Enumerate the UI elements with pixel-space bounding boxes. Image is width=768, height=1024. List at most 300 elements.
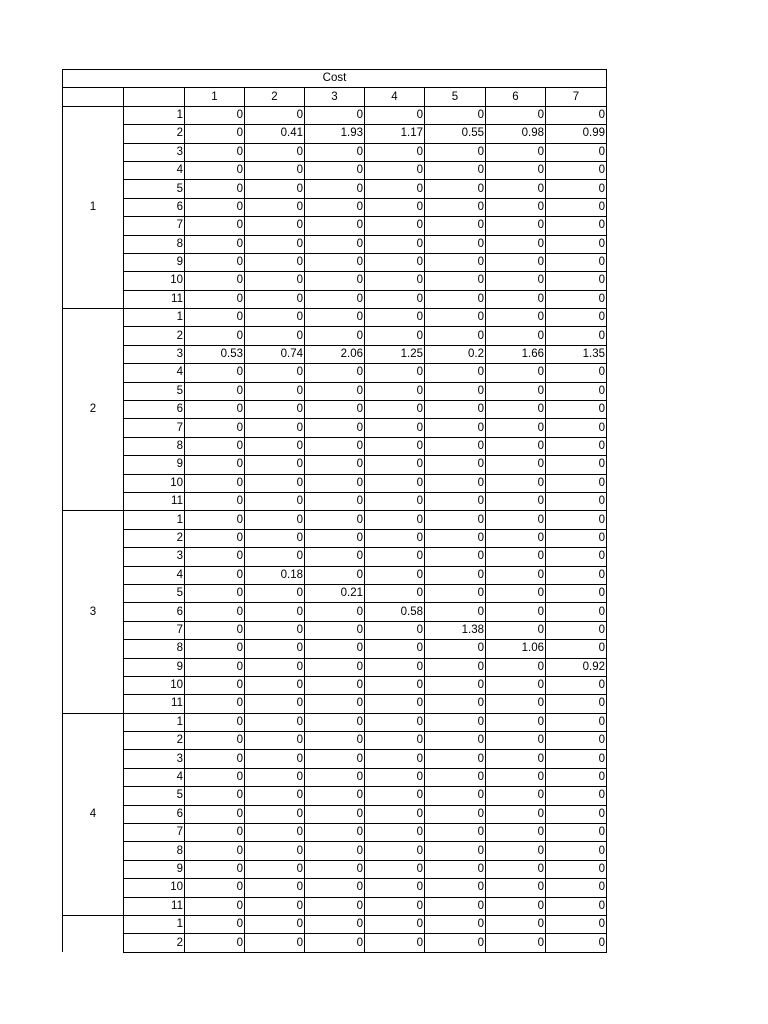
row-index: 2	[124, 529, 185, 547]
cost-cell: 0	[245, 161, 305, 179]
cost-cell: 0	[365, 621, 425, 639]
table-row	[63, 456, 607, 474]
cost-cell: 0	[425, 768, 486, 786]
cost-cell: 0.92	[546, 658, 607, 676]
cost-cell: 0	[245, 915, 305, 933]
table-row	[63, 640, 607, 658]
cost-cell: 0	[546, 456, 607, 474]
row-index: 3	[124, 143, 185, 161]
column-header: 4	[365, 88, 425, 106]
cost-cell: 0	[245, 842, 305, 860]
table-row	[63, 180, 607, 198]
cost-cell: 0	[546, 474, 607, 492]
cost-cell: 0	[425, 860, 486, 878]
cost-cell: 0	[185, 327, 245, 345]
table-row	[63, 732, 607, 750]
cost-cell: 0	[365, 640, 425, 658]
group-label: 1	[63, 106, 124, 308]
cost-cell: 0	[425, 511, 486, 529]
cost-cell: 0	[305, 897, 365, 915]
table-row	[63, 419, 607, 437]
cost-cell: 0	[486, 768, 546, 786]
cost-cell: 0	[486, 934, 546, 952]
table-row	[63, 492, 607, 510]
cost-cell: 0	[425, 897, 486, 915]
cost-cell: 0	[245, 603, 305, 621]
cost-cell: 0	[365, 548, 425, 566]
row-index: 1	[124, 309, 185, 327]
cost-cell: 1.25	[365, 345, 425, 363]
column-header: 3	[305, 88, 365, 106]
cost-cell: 0	[365, 437, 425, 455]
row-index: 1	[124, 106, 185, 124]
table-row	[63, 198, 607, 216]
cost-cell: 1.35	[546, 345, 607, 363]
cost-cell: 0	[425, 658, 486, 676]
cost-cell: 0	[486, 474, 546, 492]
cost-cell: 0	[425, 695, 486, 713]
cost-cell: 0	[245, 676, 305, 694]
row-index: 2	[124, 125, 185, 143]
cost-cell: 0	[486, 621, 546, 639]
cost-cell: 0	[365, 364, 425, 382]
row-index: 4	[124, 364, 185, 382]
cost-cell: 0	[365, 253, 425, 271]
cost-cell: 0	[365, 492, 425, 510]
row-index: 11	[124, 897, 185, 915]
cost-cell: 0	[546, 290, 607, 308]
cost-cell: 0	[245, 621, 305, 639]
cost-cell: 0	[245, 548, 305, 566]
cost-cell: 0	[185, 768, 245, 786]
cost-cell: 0	[245, 272, 305, 290]
table-row	[63, 897, 607, 915]
cost-cell: 0	[546, 640, 607, 658]
cost-cell: 0	[486, 290, 546, 308]
cost-cell: 0	[365, 676, 425, 694]
cost-cell: 0	[185, 676, 245, 694]
cost-cell: 0	[305, 879, 365, 897]
cost-cell: 0	[185, 382, 245, 400]
cost-cell: 0	[185, 401, 245, 419]
cost-cell: 0	[305, 860, 365, 878]
cost-cell: 0	[365, 511, 425, 529]
cost-cell: 0	[305, 695, 365, 713]
cost-cell: 0	[365, 842, 425, 860]
cost-cell: 0	[245, 382, 305, 400]
cost-cell: 0	[546, 805, 607, 823]
cost-cell: 0	[365, 750, 425, 768]
row-index: 10	[124, 879, 185, 897]
row-index: 1	[124, 511, 185, 529]
cost-cell: 0	[245, 327, 305, 345]
row-index: 2	[124, 732, 185, 750]
cost-cell: 0	[546, 768, 607, 786]
cost-cell: 0	[486, 566, 546, 584]
cost-cell: 0	[425, 290, 486, 308]
cost-cell: 0	[486, 732, 546, 750]
cost-cell: 0	[546, 566, 607, 584]
cost-cell: 0	[365, 915, 425, 933]
cost-cell: 0	[486, 842, 546, 860]
cost-cell: 0	[185, 621, 245, 639]
cost-cell: 0	[425, 217, 486, 235]
column-header-row	[63, 88, 607, 106]
cost-cell: 0	[546, 143, 607, 161]
cost-cell: 0	[365, 732, 425, 750]
group-label: 4	[63, 713, 124, 915]
cost-cell: 0	[486, 180, 546, 198]
cost-cell: 0	[425, 529, 486, 547]
cost-cell: 0	[185, 198, 245, 216]
cost-cell: 0	[305, 456, 365, 474]
cost-cell: 0	[425, 640, 486, 658]
row-index: 5	[124, 787, 185, 805]
cost-cell: 0	[425, 842, 486, 860]
cost-cell: 1.93	[305, 125, 365, 143]
cost-cell: 0	[365, 309, 425, 327]
cost-cell: 0	[425, 364, 486, 382]
table-row	[63, 915, 607, 933]
cost-cell: 0.21	[305, 584, 365, 602]
cost-cell: 0	[486, 879, 546, 897]
cost-cell: 0	[365, 658, 425, 676]
cost-cell: 0	[546, 548, 607, 566]
cost-cell: 0	[546, 915, 607, 933]
cost-cell: 0	[546, 198, 607, 216]
cost-cell: 0	[486, 437, 546, 455]
cost-cell: 0	[546, 713, 607, 731]
table-row	[63, 695, 607, 713]
cost-cell: 0	[185, 584, 245, 602]
cost-cell: 0	[185, 125, 245, 143]
cost-cell: 0	[185, 235, 245, 253]
cost-cell: 0	[365, 327, 425, 345]
cost-cell: 0	[365, 695, 425, 713]
table-row	[63, 364, 607, 382]
table-row	[63, 824, 607, 842]
cost-cell: 0	[486, 456, 546, 474]
cost-cell: 0	[245, 511, 305, 529]
cost-cell: 0	[245, 824, 305, 842]
cost-cell: 0	[245, 474, 305, 492]
column-header: 6	[486, 88, 546, 106]
group-label: 3	[63, 511, 124, 713]
row-index: 6	[124, 198, 185, 216]
cost-cell: 0	[486, 143, 546, 161]
cost-cell: 0	[486, 787, 546, 805]
cost-cell: 0.53	[185, 345, 245, 363]
table-row	[63, 235, 607, 253]
row-index: 5	[124, 180, 185, 198]
cost-cell: 0	[365, 401, 425, 419]
cost-cell: 0	[365, 161, 425, 179]
cost-cell: 0	[245, 253, 305, 271]
cost-cell: 0	[245, 640, 305, 658]
cost-cell: 0	[305, 198, 365, 216]
cost-cell: 0	[546, 364, 607, 382]
cost-cell: 0	[546, 272, 607, 290]
cost-cell: 0	[305, 235, 365, 253]
cost-cell: 0	[425, 787, 486, 805]
cost-cell: 0	[365, 382, 425, 400]
cost-cell: 0	[185, 437, 245, 455]
table-row	[63, 676, 607, 694]
cost-cell: 0	[245, 879, 305, 897]
cost-cell: 0	[245, 437, 305, 455]
cost-cell: 0	[305, 787, 365, 805]
table-row	[63, 750, 607, 768]
cost-cell: 0	[365, 768, 425, 786]
row-index: 3	[124, 548, 185, 566]
cost-cell: 0	[185, 529, 245, 547]
cost-cell: 0	[185, 106, 245, 124]
cost-cell: 0	[185, 603, 245, 621]
cost-cell: 0	[305, 401, 365, 419]
cost-cell: 0	[425, 180, 486, 198]
cost-cell: 0	[365, 180, 425, 198]
cost-cell: 0	[486, 805, 546, 823]
cost-cell: 0	[546, 253, 607, 271]
cost-cell: 1.06	[486, 640, 546, 658]
cost-cell: 0	[305, 437, 365, 455]
cost-cell: 0	[546, 106, 607, 124]
table-row	[63, 401, 607, 419]
cost-cell: 0	[365, 860, 425, 878]
cost-cell: 0.58	[365, 603, 425, 621]
table-row	[63, 658, 607, 676]
cost-cell: 0	[425, 915, 486, 933]
cost-cell: 0	[486, 824, 546, 842]
cost-cell: 0	[486, 364, 546, 382]
cost-cell: 0	[425, 492, 486, 510]
cost-cell: 0	[546, 511, 607, 529]
cost-cell: 0	[365, 235, 425, 253]
table-row	[63, 768, 607, 786]
cost-cell: 0.41	[245, 125, 305, 143]
cost-cell: 0	[245, 198, 305, 216]
cost-cell: 0	[245, 934, 305, 952]
cost-cell: 0	[305, 732, 365, 750]
cost-cell: 0	[486, 548, 546, 566]
row-index: 1	[124, 713, 185, 731]
cost-cell: 0	[185, 364, 245, 382]
cost-cell: 0	[185, 695, 245, 713]
cost-cell: 0	[185, 879, 245, 897]
table-row	[63, 474, 607, 492]
row-index: 9	[124, 658, 185, 676]
cost-cell: 0	[185, 419, 245, 437]
cost-cell: 0	[546, 621, 607, 639]
cost-cell: 0	[185, 511, 245, 529]
cost-cell: 0	[546, 879, 607, 897]
cost-cell: 1.66	[486, 345, 546, 363]
table-row	[63, 217, 607, 235]
cost-cell: 0	[486, 860, 546, 878]
cost-cell: 0	[185, 180, 245, 198]
cost-cell: 0	[305, 382, 365, 400]
cost-cell: 0	[425, 106, 486, 124]
cost-cell: 0	[425, 143, 486, 161]
table-row	[63, 787, 607, 805]
cost-cell: 0	[185, 897, 245, 915]
table-row	[63, 309, 607, 327]
cost-cell: 0	[365, 474, 425, 492]
cost-cell: 0	[245, 658, 305, 676]
cost-cell: 0	[546, 934, 607, 952]
cost-cell: 0	[305, 548, 365, 566]
cost-cell: 0	[365, 419, 425, 437]
cost-cell: 0	[486, 382, 546, 400]
cost-cell: 0	[365, 787, 425, 805]
row-index: 4	[124, 768, 185, 786]
row-index: 9	[124, 860, 185, 878]
cost-cell: 0	[305, 529, 365, 547]
group-label: 2	[63, 309, 124, 511]
cost-cell: 0	[245, 419, 305, 437]
cost-cell: 0	[546, 750, 607, 768]
cost-cell: 0	[305, 474, 365, 492]
cost-cell: 0	[486, 272, 546, 290]
row-index: 9	[124, 253, 185, 271]
cost-cell: 0	[425, 750, 486, 768]
cost-cell: 0	[245, 584, 305, 602]
column-header: 7	[546, 88, 607, 106]
cost-cell: 0	[245, 143, 305, 161]
row-index: 3	[124, 345, 185, 363]
cost-cell: 0	[185, 309, 245, 327]
cost-cell: 0	[365, 143, 425, 161]
cost-cell: 0	[185, 842, 245, 860]
cost-cell: 0	[486, 106, 546, 124]
cost-cell: 0	[546, 584, 607, 602]
cost-cell: 0	[245, 750, 305, 768]
cost-cell: 0	[425, 713, 486, 731]
cost-cell: 0	[245, 492, 305, 510]
cost-cell: 0	[305, 272, 365, 290]
table-row	[63, 548, 607, 566]
table-row	[63, 566, 607, 584]
cost-cell: 0	[365, 456, 425, 474]
table-row	[63, 125, 607, 143]
cost-cell: 0	[546, 382, 607, 400]
cost-cell: 0	[245, 897, 305, 915]
cost-cell: 0	[546, 897, 607, 915]
cost-cell: 0	[486, 511, 546, 529]
cost-cell: 0	[546, 824, 607, 842]
cost-cell: 0	[425, 824, 486, 842]
cost-cell: 0	[305, 824, 365, 842]
cost-cell: 0	[546, 217, 607, 235]
cost-cell: 0	[365, 272, 425, 290]
cost-cell: 0	[185, 161, 245, 179]
cost-cell: 0	[305, 658, 365, 676]
cost-cell: 0	[425, 456, 486, 474]
cost-cell: 0	[425, 548, 486, 566]
cost-cell: 0	[365, 824, 425, 842]
cost-cell: 0	[305, 180, 365, 198]
row-index: 6	[124, 401, 185, 419]
cost-cell: 0	[425, 584, 486, 602]
cost-cell: 0	[185, 290, 245, 308]
cost-cell: 0	[365, 529, 425, 547]
cost-cell: 0	[245, 401, 305, 419]
cost-cell: 0	[305, 768, 365, 786]
cost-cell: 0	[486, 603, 546, 621]
cost-cell: 0	[486, 584, 546, 602]
cost-cell: 0	[546, 529, 607, 547]
cost-cell: 0	[365, 106, 425, 124]
group-label	[63, 915, 124, 952]
row-index: 2	[124, 934, 185, 952]
cost-cell: 0	[486, 401, 546, 419]
cost-cell: 0	[425, 235, 486, 253]
cost-cell: 0	[185, 750, 245, 768]
cost-cell: 0	[245, 768, 305, 786]
cost-cell: 0	[486, 897, 546, 915]
cost-cell: 0	[305, 842, 365, 860]
row-index: 6	[124, 805, 185, 823]
cost-cell: 0	[365, 934, 425, 952]
table-row	[63, 161, 607, 179]
cost-cell: 0	[245, 217, 305, 235]
cost-cell: 0	[486, 419, 546, 437]
cost-cell: 0	[245, 805, 305, 823]
cost-cell: 0	[486, 309, 546, 327]
cost-cell: 0	[425, 566, 486, 584]
row-index: 11	[124, 492, 185, 510]
row-index: 3	[124, 750, 185, 768]
row-index: 6	[124, 603, 185, 621]
cost-cell: 0	[185, 732, 245, 750]
cost-cell: 0	[486, 529, 546, 547]
cost-cell: 0	[425, 732, 486, 750]
cost-cell: 0	[185, 805, 245, 823]
cost-cell: 0	[365, 713, 425, 731]
cost-cell: 0	[546, 860, 607, 878]
cost-cell: 0	[185, 272, 245, 290]
cost-cell: 0	[305, 511, 365, 529]
row-index: 7	[124, 621, 185, 639]
cost-cell: 0	[245, 860, 305, 878]
cost-cell: 0	[305, 253, 365, 271]
cost-cell: 0	[546, 437, 607, 455]
table-row	[63, 934, 607, 952]
table-row	[63, 584, 607, 602]
cost-cell: 0	[245, 529, 305, 547]
cost-cell: 0	[546, 180, 607, 198]
cost-cell: 0	[486, 676, 546, 694]
cost-cell: 0	[546, 161, 607, 179]
table-row	[63, 603, 607, 621]
cost-cell: 0	[245, 787, 305, 805]
cost-cell: 0	[425, 603, 486, 621]
row-index: 5	[124, 584, 185, 602]
table-row	[63, 860, 607, 878]
cost-cell: 0	[425, 676, 486, 694]
cost-cell: 0	[486, 235, 546, 253]
cost-cell: 0	[305, 805, 365, 823]
row-index: 5	[124, 382, 185, 400]
cost-cell: 0	[546, 309, 607, 327]
table-row	[63, 842, 607, 860]
row-index: 1	[124, 915, 185, 933]
cost-cell: 0	[305, 290, 365, 308]
cost-cell: 0	[185, 566, 245, 584]
cost-cell: 0	[245, 180, 305, 198]
cost-cell: 0	[546, 419, 607, 437]
cost-cell: 0.98	[486, 125, 546, 143]
